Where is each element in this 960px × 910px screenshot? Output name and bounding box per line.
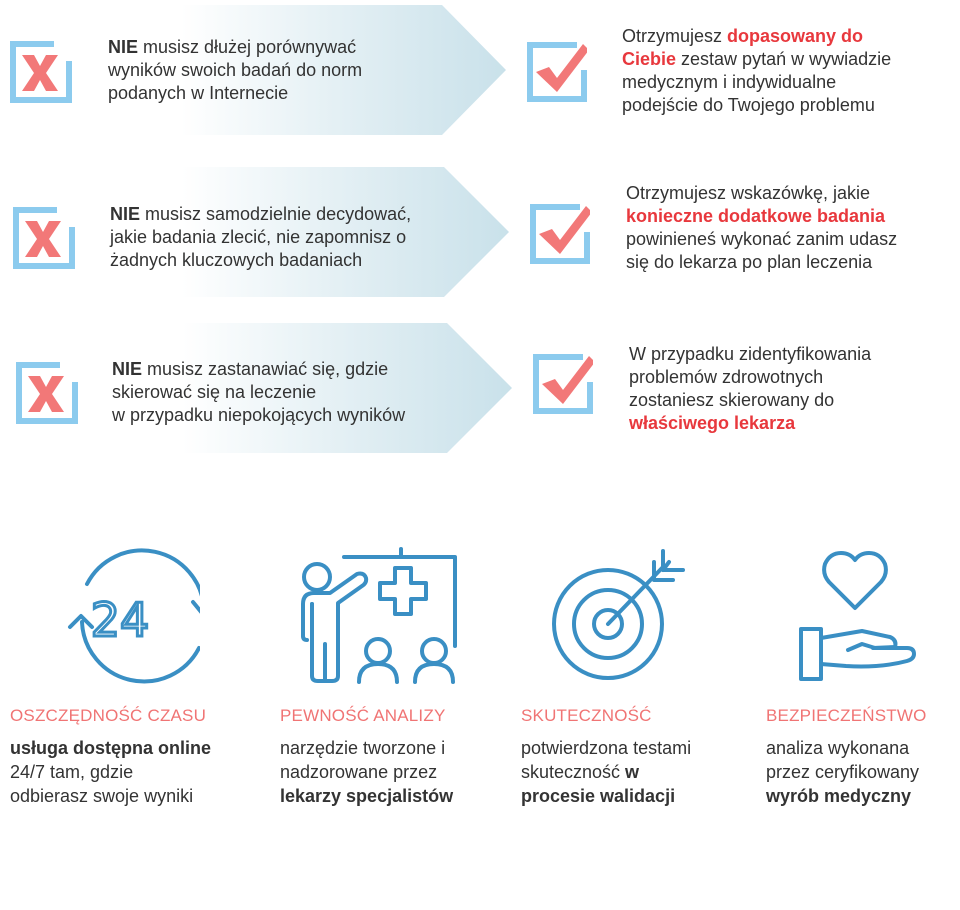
con-line: jakie badania zlecić, nie zapomnisz o bbox=[110, 227, 407, 247]
feature-line: nadzorowane przez bbox=[280, 762, 438, 782]
con-text bbox=[108, 36, 362, 105]
svg-text:24: 24 bbox=[90, 593, 150, 647]
pro-highlight: konieczne dodatkowe badania bbox=[626, 206, 886, 226]
nie-label: NIE bbox=[112, 359, 143, 379]
con-text bbox=[112, 358, 405, 427]
con-line: musisz samodzielnie decydować, bbox=[140, 204, 412, 224]
feature-title: BEZPIECZEŃSTWO bbox=[766, 706, 927, 725]
pro-text bbox=[622, 25, 952, 117]
feature-description bbox=[10, 736, 211, 808]
pro-text bbox=[626, 182, 956, 274]
pro-highlight: dopasowany do bbox=[727, 26, 864, 46]
pro-line: się do lekarza po plan leczenia bbox=[626, 252, 873, 272]
feature-line: analiza wykonana bbox=[766, 738, 910, 758]
feature-line: usługa dostępna online bbox=[10, 738, 212, 758]
checkbox-icon bbox=[527, 42, 587, 102]
clock-24-icon bbox=[40, 540, 200, 690]
checkbox-icon bbox=[530, 204, 590, 264]
pro-highlight: właściwego lekarza bbox=[629, 413, 796, 433]
con-line: skierować się na leczenie bbox=[112, 382, 317, 402]
feature-line: potwierdzona testami bbox=[521, 738, 692, 758]
feature-description bbox=[521, 736, 691, 808]
pro-line: Otrzymujesz wskazówkę, jakie bbox=[626, 183, 871, 203]
feature-line: narzędzie tworzone i bbox=[280, 738, 446, 758]
feature-line: 24/7 tam, gdzie bbox=[10, 762, 134, 782]
con-line: w przypadku niepokojących wyników bbox=[112, 405, 406, 425]
feature-title: SKUTECZNOŚĆ bbox=[521, 706, 652, 725]
pro-highlight: Ciebie bbox=[622, 49, 677, 69]
pro-line: zestaw pytań w wywiadzie bbox=[676, 49, 892, 69]
comparison-row-3 bbox=[0, 323, 960, 455]
feature-title: OSZCZĘDNOŚĆ CZASU bbox=[10, 706, 207, 725]
pro-line: powinieneś wykonać zanim udasz bbox=[626, 229, 898, 249]
feature-line-bold: w bbox=[625, 762, 640, 782]
con-line: podanych w Internecie bbox=[108, 83, 289, 103]
con-line: wyników swoich badań do norm bbox=[108, 60, 363, 80]
feature-line: przez ceryfikowany bbox=[766, 762, 920, 782]
pro-line: Otrzymujesz bbox=[622, 26, 728, 46]
doctor-presentation-icon bbox=[280, 540, 470, 690]
pro-text bbox=[629, 343, 959, 435]
feature-line: odbierasz swoje wyniki bbox=[10, 786, 194, 806]
x-box-icon bbox=[13, 207, 75, 269]
nie-label: NIE bbox=[110, 204, 141, 224]
feature-title: PEWNOŚĆ ANALIZY bbox=[280, 706, 446, 725]
feature-line: skuteczność bbox=[521, 762, 626, 782]
x-box-icon bbox=[10, 41, 72, 103]
feature-line: lekarzy specjalistów bbox=[280, 786, 454, 806]
x-box-icon bbox=[16, 362, 78, 424]
feature-description bbox=[280, 736, 453, 808]
comparison-row-1 bbox=[0, 5, 960, 137]
target-arrow-icon bbox=[521, 540, 701, 690]
pro-line: medycznym i indywidualne bbox=[622, 72, 837, 92]
con-line: żadnych kluczowych badaniach bbox=[110, 250, 363, 270]
heart-hand-icon bbox=[786, 540, 956, 690]
pro-line: problemów zdrowotnych bbox=[629, 367, 824, 387]
checkbox-icon bbox=[533, 354, 593, 414]
feature-description bbox=[766, 736, 919, 808]
pro-line: zostaniesz skierowany do bbox=[629, 390, 835, 410]
pro-line: podejście do Twojego problemu bbox=[622, 95, 875, 115]
feature-line: procesie walidacji bbox=[521, 786, 676, 806]
nie-label: NIE bbox=[108, 37, 139, 57]
con-line: musisz zastanawiać się, gdzie bbox=[142, 359, 389, 379]
con-line: musisz dłużej porównywać bbox=[138, 37, 357, 57]
con-text bbox=[110, 203, 411, 272]
pro-line: W przypadku zidentyfikowania bbox=[629, 344, 872, 364]
comparison-row-2 bbox=[0, 167, 960, 299]
feature-line: wyrób medyczny bbox=[766, 786, 912, 806]
